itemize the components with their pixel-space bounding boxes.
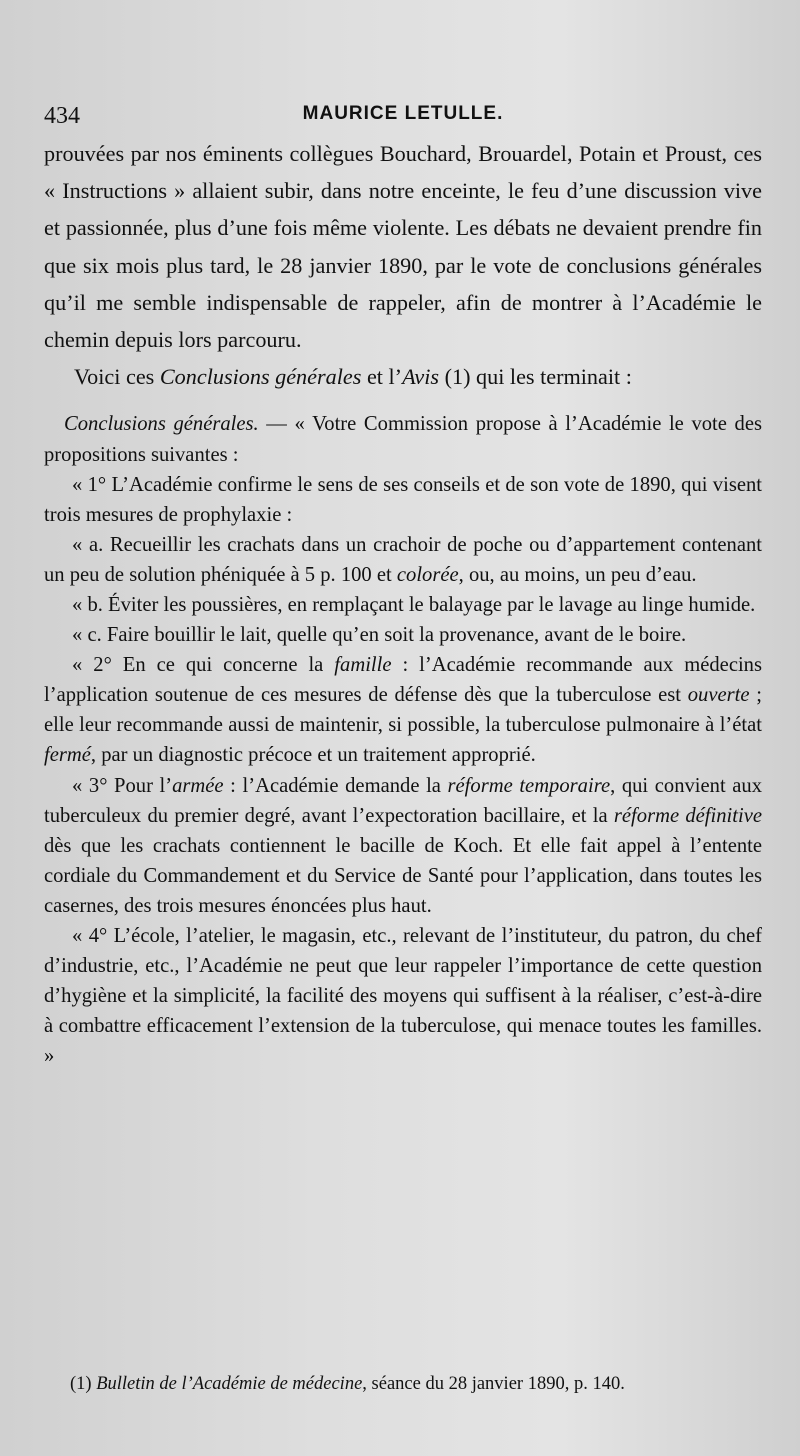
- footnote-title: Bulletin de l’Académie de médecine: [96, 1374, 363, 1394]
- italic-run: Avis: [402, 364, 440, 390]
- proposition-1: « 1° L’Académie confirme le sens de ses conseils et de son vote de 1890, qui visent trois mesures de prophylaxie :: [44, 473, 762, 526]
- intro-paragraph-2: [44, 358, 762, 395]
- proposition-3: [44, 771, 762, 921]
- text-run: : l’Académie recommande aux médecins l’application soutenue de ces mesures de défense dès que la tuberculose est: [44, 654, 762, 707]
- italic-run: ouverte: [687, 684, 750, 707]
- conclusions-lead: [44, 409, 762, 469]
- text-run: « c.: [72, 624, 102, 647]
- text-run: Recueillir les crachats dans un crachoir de poche ou d’appartement contenant un peu de solution phéniquée à 5 p. 100 et: [44, 533, 763, 586]
- footnote-mark: (1): [70, 1374, 97, 1394]
- text-run: , qui convient aux tuberculeux du premier degré, avant l’expectoration bacillaire, et la: [44, 774, 762, 827]
- italic-run: colorée: [396, 563, 459, 586]
- conclusions-heading: Conclusions générales.: [64, 413, 259, 436]
- italic-run: réforme temporaire: [447, 774, 611, 797]
- text-run: « a.: [72, 533, 104, 556]
- text-run: « 2° En ce qui concerne la: [72, 654, 335, 677]
- text-run: (1) qui les terminait :: [439, 364, 632, 390]
- text-run: ; elle leur recommande aussi de maintenir, si possible, la tuberculose pulmonaire à l’état: [44, 684, 762, 737]
- text-run: : l’Académie demande la: [223, 774, 448, 797]
- proposition-2: [44, 650, 762, 770]
- text-run: Voici ces: [74, 364, 160, 390]
- italic-run: Conclusions générales: [159, 364, 362, 390]
- text-run: , ou, au moins, un peu d’eau.: [458, 563, 697, 586]
- proposition-1c: [44, 620, 762, 650]
- proposition-4: « 4° L’école, l’atelier, le magasin, etc., relevant de l’instituteur, du patron, du chef d’industrie, etc., l’Académie ne peut que leur rappeler l’importance de cette question d’hygiène et la simplicité, la facilité des moyens qui suffisent à la réaliser, c’est-à-dire à combattre efficacement l’extension de la tuberculose, qui menace toutes les familles. »: [44, 925, 762, 1068]
- text-run: et l’: [361, 364, 403, 390]
- italic-run: famille: [334, 654, 392, 677]
- page-number: 434: [44, 103, 80, 129]
- footnote: [70, 1372, 762, 1397]
- proposition-1a: [44, 530, 762, 590]
- running-head: MAURICE LETULLE.: [302, 103, 504, 124]
- main-text: [44, 135, 762, 395]
- text-run: , par un diagnostic précoce et un traitement approprié.: [90, 744, 536, 767]
- footnote-rest: , séance du 28 janvier 1890, p. 140.: [362, 1374, 625, 1394]
- text-run: — « Votre Commission propose à l’Académie le vote des propositions suivantes :: [44, 413, 762, 466]
- page-header: [44, 95, 762, 135]
- text-run: « 3° Pour l’: [72, 774, 173, 797]
- text-run: « b.: [72, 593, 103, 616]
- proposition-1b: [44, 590, 762, 620]
- conclusions-block: [44, 409, 762, 1071]
- italic-run: fermé: [44, 744, 91, 767]
- italic-run: réforme définitive: [613, 804, 762, 827]
- text-run: Éviter les poussières, en remplaçant le balayage par le lavage au linge humide.: [102, 593, 756, 616]
- text-run: dès que les crachats contiennent le bacille de Koch. Et elle fait appel à l’entente cordiale du Commandement et du Service de Santé pour l’application, dans toutes les casernes, des trois mesures énoncées plus haut.: [44, 834, 762, 917]
- text-run: Faire bouillir le lait, quelle qu’en soit la provenance, avant de le boire.: [101, 624, 687, 647]
- intro-paragraph: prouvées par nos éminents collègues Bouchard, Brouardel, Potain et Proust, ces « Instructions » allaient subir, dans notre enceinte, le feu d’une discussion vive et passionnée, plus d’une fois même violente. Les débats ne devaient prendre fin que six mois plus tard, le 28 janvier 1890, par le vote de conclusions générales qu’il me semble indispensable de rappeler, afin de montrer à l’Académie le chemin depuis lors parcouru.: [44, 141, 762, 353]
- italic-run: armée: [172, 774, 224, 797]
